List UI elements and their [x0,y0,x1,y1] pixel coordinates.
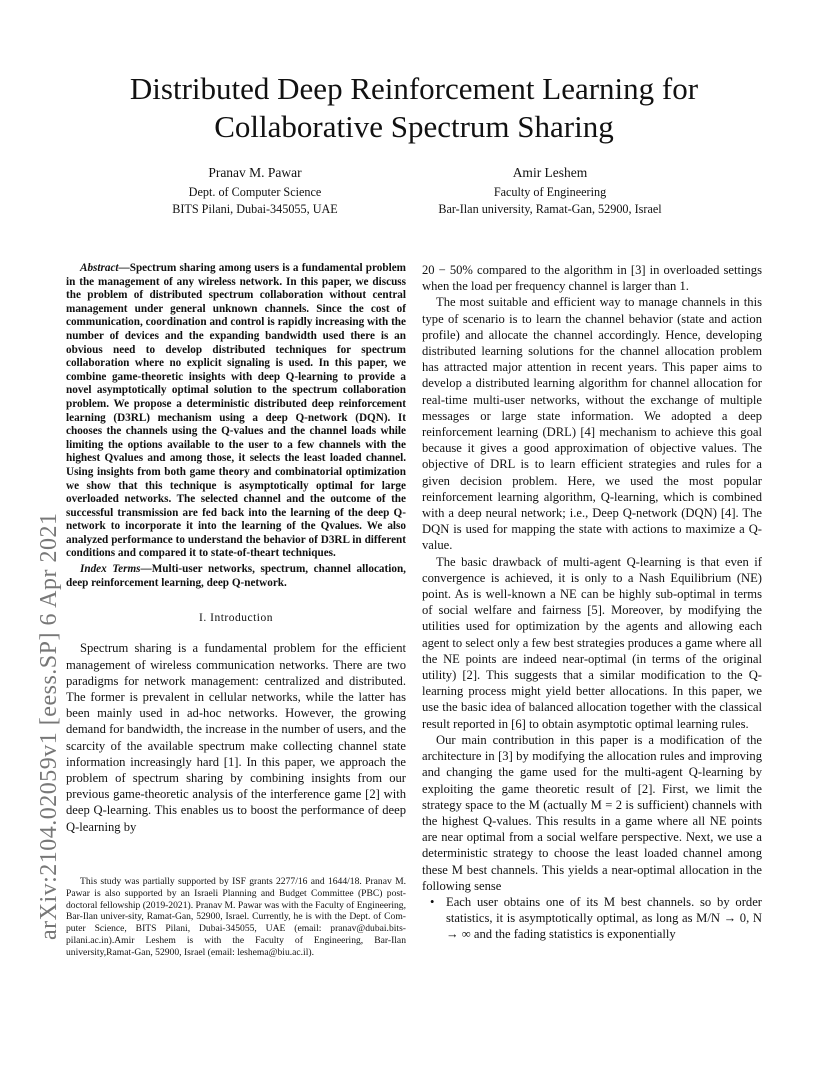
bullet-marker: • [430,894,435,909]
index-terms [66,563,406,590]
author-name: Amir Leshem [512,165,588,180]
abstract [66,262,406,561]
author-affiliation: Faculty of Engineering [493,185,607,199]
paragraph: The most suitable and efficient way to manage channels in this type of scenario is to learn the channel behavior (state and action profile) and allocate the channel accordingly. Hence, developing distributed learning solutions for the channel allocation problem has attracted major attention in recent years. This paper aims to develop a distributed learning algorithm for channel allocation for real-time multi-user networks, without the exchange of multiple messages or large state information. We adopted a deep reinforcement learning (DRL) [4] mechanism to achieve this goal because it gives a good approximation of objective values. The objective of DRL is to learn efficient strategies and rules for a given decision problem. Here, we used the most popular reinforcement learning algorithm, Q-learning, which is combined with a deep neural network; i.e., Deep Q-network (DQN) [4]. The DQN is used for mapping the state with actions to maximize a Q-value. [422,295,762,553]
index-terms-label: Index Terms [80,563,141,576]
arxiv-side-label: arXiv:2104.02059v1 [eess.SP] 6 Apr 2021 [36,512,62,940]
author-name: Pranav M. Pawar [208,165,302,180]
bullet-item [430,894,762,943]
footnote-text: This study was partially supported by ISF grants 2277/16 and 1644/18. Pranav M. Pawar is also supported by an Israeli Planning and Budget Committee (PBC) post-doctoral fellowship (2019-2021). Pranav M. Pawar was with the Faculty of Engineering, Bar-Ilan univer-sity, Ramat-Gan, 52900, Israel. Currently, he is with the Dept. of Com-puter Science, BITS Pilani, Dubai-345055, UAE (email: pranav@dubai.bits-pilani.ac.in).Amir Leshem is with the Faculty of Engineering, Bar-Ilan university,Ramat-Gan, 52900, Israel (email: leshema@biu.ac.il). [66,876,406,958]
abstract-text: —Spectrum sharing among users is a fundamental problem in the management of any wireless network. In this paper, we discuss the problem of distributed spectrum collaboration without central management under general unknown channels. Since the cost of communication, coordination and control is rapidly increasing with the number of devices and the expanding bandwidth used there is an obvious need to develop distributed techniques for spectrum collaboration where no explicit signaling is used. In this paper, we combine game-theoretic insights with deep Q-learning to provide a novel asymptotically optimal solution to the spectrum collaboration problem. We propose a deterministic distributed deep reinforcement learning (D3RL) mechanism using a deep Q-network (DQN). It chooses the channels using the Q-values and the channel loads while limiting the options available to the user to a few channels with the highest Qvalues and among those, it selects the least loaded channel. Using insights from both game theory and combinatorial optimization we show that this technique is asymptotically optimal for large overloaded networks. The selected channel and the outcome of the successful transmission are fed back into the learning of the deep Q-network to incorporate it into the learning of the Qvalues. We also analyzed performance to understand the behavior of D3RL in different conditions and compared it to state-of-theart techniques. [66,262,406,560]
section-heading: I. Introduction [199,612,273,625]
abstract-label: Abstract [80,262,119,274]
author-block-2 [400,164,700,218]
author-address: Bar-Ilan university, Ramat-Gan, 52900, Israel [438,202,662,216]
bullet-text: Each user obtains one of its M best channels. so by order statistics, it is asymptotically optimal, as long as M/N → 0, N → ∞ and the fading statistics is exponentially [446,894,762,942]
left-column [66,262,406,835]
right-column [422,262,762,943]
paragraph: Our main contribution in this paper is a modification of the architecture in [3] by modifying the allocation rules and improving and changing the game used for the multi-agent Q-learning by exploiting the game theoretic result of [2]. First, we limit the strategy space to the M (actually M = 2 is sufficient) channels with the highest Q-values. This results in a game where all NE points are near optimal from a social welfare perspective. Next, we use a deterministic strategy to choose the least loaded channel among these M best channels. This yields a near-optimal allocation in the following sense [422,732,762,893]
footnote [66,876,406,959]
paragraph-continued: 20 − 50% compared to the algorithm in [3] in overloaded settings when the load per frequency channel is larger than 1. [422,263,762,294]
author-block-1 [120,164,390,218]
paragraph: The basic drawback of multi-agent Q-learning is that even if convergence is achieved, it is only to a Nash Equilibrium (NE) point. As is well-known a NE can be highly sub-optimal in terms of social welfare and fairness [5]. Moreover, by modifying the utilities used for optimization by the agents and allowing each agent to select only a few best strategies produces a game where all the NE points are indeed near-optimal (in terms of the original utility) [2]. This suggests that a similar modification to the Q-learning process might yield better allocations. In this paper, we use the basic idea of balanced allocation together with the classical result reported in [6] to obtain asymptotic optimal learning rules. [422,554,762,731]
author-affiliation: Dept. of Computer Science [188,185,322,199]
index-terms-text: —Multi-user networks, spectrum, channel allocation, deep reinforcement learning, deep Q-network. [66,563,406,589]
author-address: BITS Pilani, Dubai-345055, UAE [172,202,338,216]
paper-title: Distributed Deep Reinforcement Learning for Collaborative Spectrum Sharing [129,71,699,144]
intro-paragraph: Spectrum sharing is a fundamental problem for the efficient management of wireless communication networks. There are two paradigms for network management: centralized and distributed. The former is prevalent in cellular networks, while the latter has been mainly used in ad-hoc networks. However, the growing demand for bandwidth, the increase in the number of users, and the scarcity of the available spectrum make collecting channel state information increasingly hard [1]. In this paper, we approach the problem of spectrum sharing by combining insights from our previous game-theoretic analysis of the interference game [2] with deep Q-learning. This enables us to boost the performance of deep Q-learning by [66,641,406,834]
